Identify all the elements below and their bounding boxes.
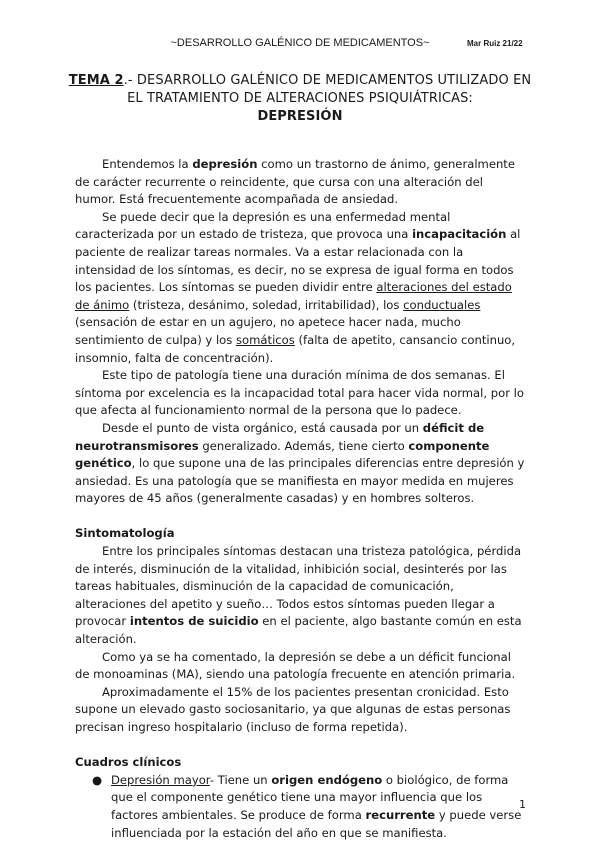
intro-section	[75, 156, 527, 508]
text: (falta de apetito, cansancio continuo, insomnio, falta de concentración).	[75, 332, 516, 365]
document-body	[75, 156, 527, 842]
underlined-text: somáticos	[236, 332, 295, 347]
paragraph	[75, 209, 527, 367]
text: Este tipo de patología tiene una duración mínima de dos semanas. El síntoma por excelencia es la incapacidad total para hacer vida normal, por lo que afecta al funcionamiento normal de la persona que lo padece.	[75, 368, 524, 418]
text: Desde el punto de vista orgánico, está causada por un	[102, 420, 423, 435]
paragraph	[75, 420, 527, 508]
text: Como ya se ha comentado, la depresión se debe a un déficit funcional de monoaminas (MA), siendo una patología frecuente en atención primaria.	[75, 649, 516, 682]
bold-text: depresión	[192, 157, 258, 171]
bold-text: incapacitación	[412, 227, 507, 242]
section-heading-cuadros: Cuadros clínicos	[75, 755, 182, 770]
bold-text: déficit de neurotransmisores	[75, 420, 485, 453]
paragraph	[75, 543, 527, 649]
text: al paciente de realizar tareas normales. Va a estar relacionada con la intensidad de los síntomas, es decir, no se expresa de igual forma en todos los pacientes. Los síntomas se pueden dividir entre	[75, 227, 521, 295]
text: Aproximadamente el 15% de los pacientes presentan cronicidad. Esto supone un elevado gasto sociosanitario, ya que algunas de estas personas precisan ingreso hospitalario (incluso de forma repetida).	[75, 684, 511, 734]
text: como un trastorno de ánimo, generalmente de carácter recurrente o reincidente, que cursa con una alteración del humor. Está frecuentemente acompañada de ansiedad.	[75, 157, 515, 207]
cuadros-list	[75, 772, 527, 842]
paragraph	[75, 156, 527, 209]
title-topic: DEPRESIÓN	[257, 109, 343, 124]
bold-text: intentos de suicidio	[129, 614, 259, 629]
text: Entendemos la	[102, 157, 193, 171]
text: , lo que supone una de las principales diferencias entre depresión y ansiedad. Es una patología que se manifiesta en mayor medida en mujeres mayores de 45 años (generalmente casadas) y en hombres solteros.	[75, 456, 525, 506]
underlined-text: conductuales	[403, 297, 481, 312]
underlined-text: Depresión mayor	[111, 772, 210, 787]
sintomatologia-section	[75, 543, 527, 737]
page-number: 1	[519, 798, 526, 811]
bold-text: recurrente	[365, 807, 436, 822]
text: (sensación de estar en un agujero, no apetece hacer nada, mucho sentimiento de culpa) y los	[75, 315, 461, 347]
text: en el paciente, algo bastante común en esta alteración.	[75, 614, 522, 647]
bullet-icon: ●	[92, 772, 103, 787]
title-label: TEMA 2	[68, 73, 124, 88]
text: y puede verse influenciada por la estación del año en que se manifiesta.	[111, 807, 522, 840]
text: generalizado. Además, tiene cierto	[198, 438, 409, 453]
bold-text: componente genético	[75, 438, 490, 471]
text: - Tiene un	[209, 772, 272, 787]
text: Se puede decir que la depresión es una enfermedad mental caracterizada por un estado de tristeza, que provoca una	[75, 209, 451, 242]
paragraph	[75, 367, 527, 420]
title-text: .- DESARROLLO GALÉNICO DE MEDICAMENTOS UTILIZADO EN EL TRATAMIENTO DE ALTERACIONES PSIQUIÁTRICAS:	[123, 73, 532, 106]
paragraph	[75, 684, 527, 737]
list-item	[92, 772, 527, 842]
bold-text: origen endógeno	[271, 772, 383, 787]
section-heading-sintomatologia: Sintomatología	[75, 526, 175, 541]
header-author: Mar Ruiz 21/22	[467, 39, 523, 48]
text: o biológico, de forma que el componente genético tiene una mayor influencia que los factores ambientales. Se produce de forma	[111, 772, 509, 822]
text: (tristeza, desánimo, soledad, irritabilidad), los	[129, 297, 404, 312]
text: Entre los principales síntomas destacan una tristeza patológica, pérdida de interés, disminución de la vitalidad, inhibición social, desinterés por las tareas habituales, disminución de la capacidad de comunicación, alteraciones del apetito y sueño… Todos estos síntomas pueden llegar a provocar	[75, 544, 522, 629]
page-title	[60, 72, 540, 126]
running-header: ~DESARROLLO GALÉNICO DE MEDICAMENTOS~	[170, 37, 430, 49]
underlined-text: alteraciones del estado de ánimo	[75, 280, 512, 312]
paragraph	[75, 649, 527, 684]
